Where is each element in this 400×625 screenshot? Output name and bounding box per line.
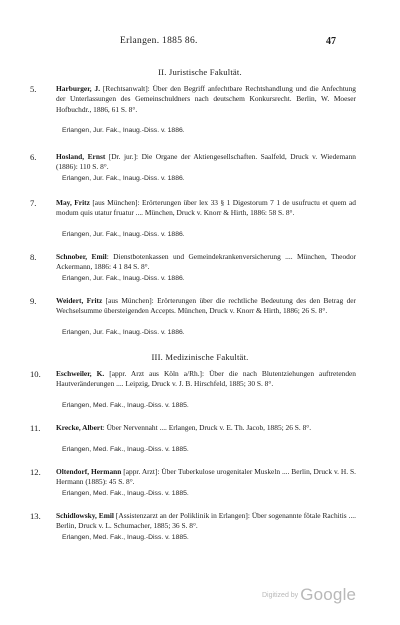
entry-number: 11. — [30, 423, 41, 433]
entry-body — [56, 198, 356, 219]
entry-author: Weidert, Fritz — [56, 296, 103, 305]
entry-author: Schnober, Emil — [56, 252, 107, 261]
entry-body — [56, 511, 356, 532]
entry-author: Oltendorf, Hermann — [56, 467, 122, 476]
entry-text: [Rechtsanwalt]: Über den Begriff anfechtbare Rechtshandlung und die Anfechtung der Unterlassungen des Gemeinschuldners nach deutschem Konkursrecht. Berlin, W. Moeser Hofbuchdr., 1886, 61 S. 8°. — [56, 84, 356, 114]
entry-note: Erlangen, Med. Fak., Inaug.-Diss. v. 1885. — [62, 490, 189, 497]
entry-body — [56, 467, 356, 488]
entry-author: May, Fritz — [56, 198, 90, 207]
page-number: 47 — [326, 36, 336, 47]
entry-number: 9. — [30, 296, 37, 306]
entry-text: [aus München]: Erörterungen über lex 33 § 1 Digestorum 7 1 de usufructu et quem ad modum quis utatur fruatur .... München, Druck v. Knorr & Hirth, 1886: 58 S. 8°. — [56, 198, 356, 218]
entry-note: Erlangen, Med. Fak., Inaug.-Diss. v. 1885. — [62, 446, 189, 453]
google-watermark — [262, 585, 356, 605]
entry-body — [56, 152, 356, 173]
entry-note: Erlangen, Jur. Fak., Inaug.-Diss. v. 1886. — [62, 231, 185, 238]
entry-text: [Dr. jur.]: Die Organe der Aktiengesellschaften. Saalfeld, Druck v. Wiedemann (1886): 110 S. 8°. — [56, 152, 356, 172]
entry-number: 10. — [30, 369, 41, 379]
entry-note: Erlangen, Jur. Fak., Inaug.-Diss. v. 1886. — [62, 127, 185, 134]
entry-number: 8. — [30, 252, 37, 262]
watermark-prefix: Digitized by — [262, 592, 299, 599]
entry-note: Erlangen, Jur. Fak., Inaug.-Diss. v. 1886. — [62, 275, 185, 282]
entry-number: 12. — [30, 467, 41, 477]
entry-note: Erlangen, Jur. Fak., Inaug.-Diss. v. 1886. — [62, 329, 185, 336]
entry-text: [Assistenzarzt an der Poliklinik in Erlangen]: Über sogenannte fötale Rachitis .... Berlin, Druck v. L. Schumacher, 1885; 36 S. 8°. — [56, 511, 357, 531]
running-head — [0, 36, 400, 50]
entry-note: Erlangen, Jur. Fak., Inaug.-Diss. v. 1886. — [62, 175, 185, 182]
entry-author: Hosland, Ernst — [56, 152, 106, 161]
entry-note: Erlangen, Med. Fak., Inaug.-Diss. v. 1885. — [62, 534, 189, 541]
entry-number: 5. — [30, 84, 37, 94]
entry-body — [56, 84, 356, 115]
entry-number: 7. — [30, 198, 37, 208]
entry-note: Erlangen, Med. Fak., Inaug.-Diss. v. 1885. — [62, 402, 189, 409]
entry-text: : Über Nervennaht .... Erlangen, Druck v. E. Th. Jacob, 1885; 26 S. 8°. — [102, 423, 312, 432]
entry-text: [aus München]: Erörterungen über die rechtliche Bedeutung des den Betrag der Wechselsumme übersteigenden Accepts. München, Druck v. Knorr & Hirth, 1886; 26 S. 8°. — [56, 296, 357, 316]
running-head-title: Erlangen. 1885 86. — [120, 36, 198, 46]
entry-author: Eschweiler, K. — [56, 369, 105, 378]
section-heading-medizinische: III. Medizinische Fakultät. — [151, 352, 249, 362]
entry-author: Harburger, J. — [56, 84, 101, 93]
entry-number: 13. — [30, 511, 41, 521]
entry-text: [appr. Arzt aus Köln a/Rh.]: Über die nach Blutentziehungen auftretenden Hautveränderungen .... Leipzig, Druck v. J. B. Hirschfeld, 1885; 30 S. 8°. — [56, 369, 356, 389]
entry-body — [56, 423, 356, 433]
entry-author: Schidlowsky, Emil — [56, 511, 114, 520]
watermark-brand: Google — [300, 585, 357, 604]
section-heading-juristische: II. Juristische Fakultät. — [158, 67, 242, 77]
entry-body — [56, 296, 356, 317]
entry-text: [appr. Arzt]: Über Tuberkulose urogenitaler Muskeln .... Berlin, Druck v. H. S. Hermann (1885): 45 S. 8°. — [56, 467, 356, 487]
entry-number: 6. — [30, 152, 37, 162]
entry-author: Krecke, Albert — [56, 423, 103, 432]
entry-body — [56, 252, 356, 273]
entry-text: : Dienstbotenkassen und Gemeindekrankenversicherung .... München, Theodor Ackermann, 1886: 4 1 84 S. 8°. — [56, 252, 357, 272]
entry-body — [56, 369, 356, 390]
